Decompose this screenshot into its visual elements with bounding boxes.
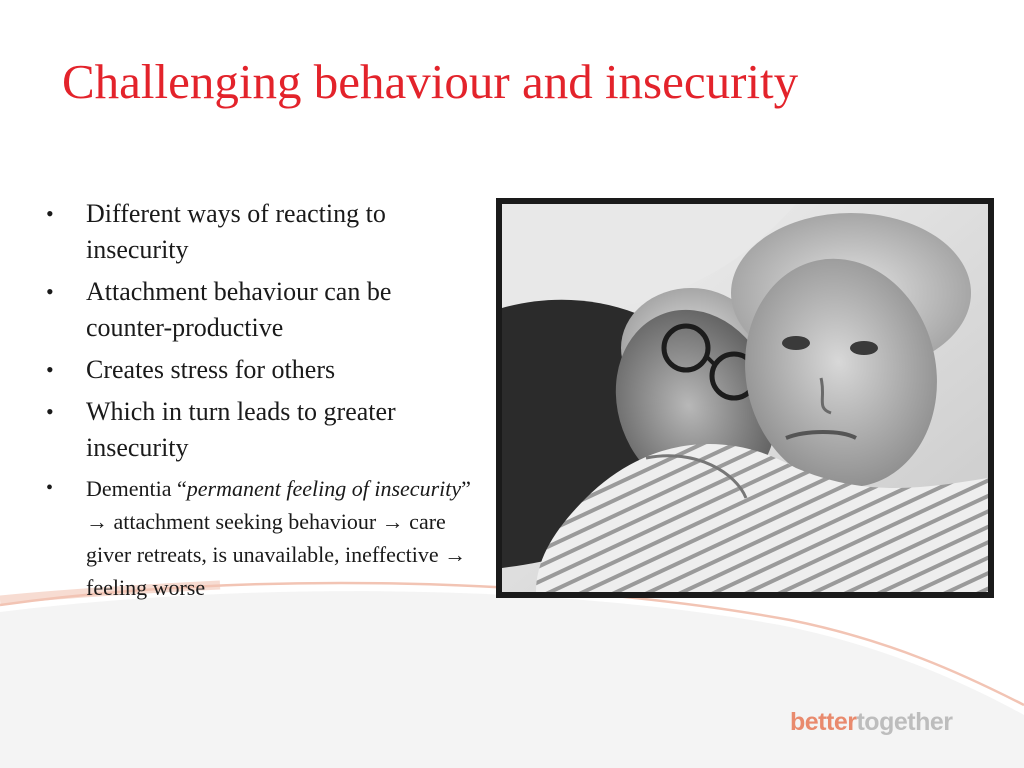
bullet-dot: • [46, 399, 54, 424]
bullet-item [40, 394, 480, 466]
bullet-dot: • [46, 201, 54, 226]
bettertogether-logo [790, 708, 952, 737]
bullet-text-pre: Dementia “ [86, 476, 187, 501]
bullet-text: Different ways of reacting to insecurity [86, 199, 386, 264]
bullet-list [40, 196, 480, 610]
logo-word-together: together [856, 708, 953, 736]
bullet-text: Creates stress for others [86, 355, 336, 384]
bullet-item [40, 274, 480, 346]
bullet-text: Which in turn leads to greater insecurity [86, 397, 396, 462]
logo-word-better: better [790, 708, 857, 736]
elderly-couple-photo [496, 198, 994, 598]
bullet-item [40, 352, 480, 388]
bullet-dot: • [46, 279, 54, 304]
bullet-dot: • [46, 357, 54, 382]
photo-illustration [496, 198, 994, 598]
bullet-item [40, 196, 480, 268]
bullet-item [40, 472, 480, 604]
bullet-text-post: ” → attachment seeking behaviour → care giver retreats, is unavailable, ineffective → feeling worse [86, 476, 471, 600]
bullet-text-italic: permanent feeling of insecurity [186, 476, 462, 501]
slide-title: Challenging behaviour and insecurity [62, 54, 799, 109]
bullet-text: Attachment behaviour can be counter-productive [86, 277, 392, 342]
bullet-dot: • [46, 477, 54, 499]
